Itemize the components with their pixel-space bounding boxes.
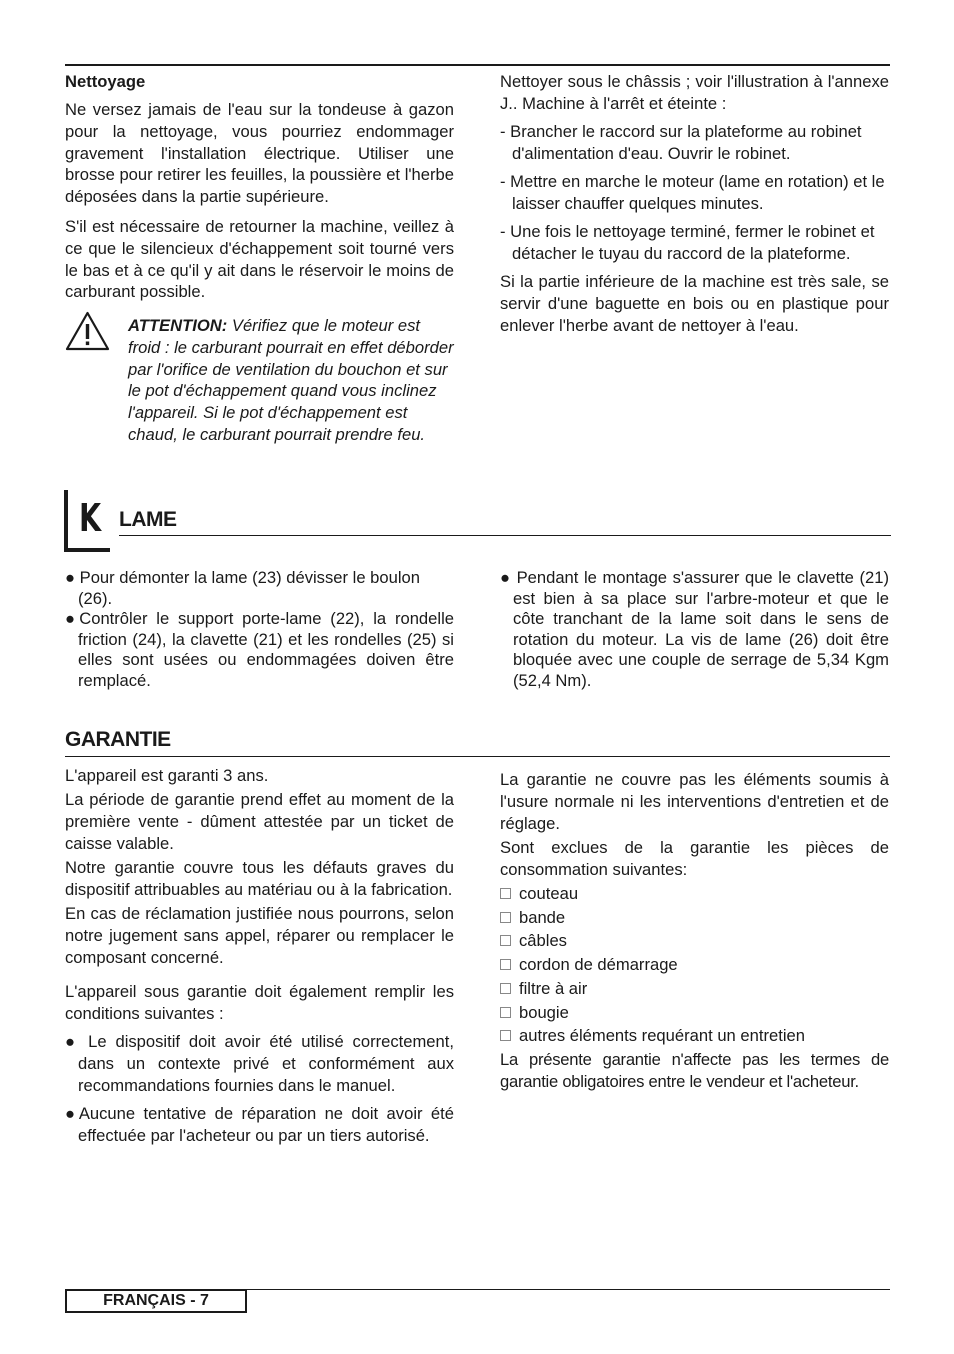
excluded-item: cordon de démarrage xyxy=(500,953,889,977)
checkbox-square-icon xyxy=(500,1007,511,1018)
garantie-right-intro: Sont exclues de la garantie les pièces de consommation suivantes: xyxy=(500,838,889,879)
cleaning-right-column xyxy=(500,71,889,337)
bullet-dot-icon: ● xyxy=(65,568,80,587)
lame-bullet: ● Pour démonter la lame (23) dévisser le boulon (26). xyxy=(65,568,420,608)
top-rule xyxy=(65,64,890,66)
excluded-item: autres éléments requérant un entretien xyxy=(500,1024,889,1048)
excluded-item: bougie xyxy=(500,1001,889,1025)
garantie-paragraph: La période de garantie prend effet au moment de la première vente - dûment attestée par un ticket de caisse valable. xyxy=(65,790,454,853)
garantie-paragraph: En cas de réclamation justifiée nous pourrons, selon notre jugement sans appel, réparer ou remplacer le composant concerné. xyxy=(65,904,454,967)
page-footer-label: FRANÇAIS - 7 xyxy=(65,1289,247,1313)
lame-title: LAME xyxy=(119,508,177,531)
checkbox-square-icon xyxy=(500,983,511,994)
garantie-bullet: ●Aucune tentative de réparation ne doit avoir été effectuée par l'acheteur ou par un tiers autorisé. xyxy=(65,1104,454,1145)
garantie-paragraph: L'appareil est garanti 3 ans. xyxy=(65,766,269,785)
checkbox-square-icon xyxy=(500,959,511,970)
excluded-item: filtre à air xyxy=(500,977,889,1001)
cleaning-step: - Mettre en marche le moteur (lame en rotation) et le laisser chauffer quelques minutes. xyxy=(500,172,885,213)
section-letter: K xyxy=(79,496,102,540)
warning-icon xyxy=(65,310,110,352)
warning-block xyxy=(128,315,454,446)
checkbox-square-icon xyxy=(500,1030,511,1041)
garantie-paragraph: Notre garantie couvre tous les défauts graves du dispositif attribuables au matériau ou à la fabrication. xyxy=(65,858,454,899)
excluded-item: couteau xyxy=(500,882,889,906)
cleaning-paragraph: Ne versez jamais de l'eau sur la tondeuse à gazon pour la nettoyage, vous pourriez endommager gravement l'installation électrique. Utiliser une brosse pour retirer les feuilles, la poussière et l'herbe déposées dans la partie supérieure. xyxy=(65,100,454,207)
excluded-item: câbles xyxy=(500,929,889,953)
garantie-right-column xyxy=(500,769,889,1093)
garantie-paragraph: L'appareil sous garantie doit également remplir les conditions suivantes : xyxy=(65,982,454,1023)
cleaning-paragraph: S'il est nécessaire de retourner la machine, veillez à ce que le silencieux d'échappement soit tourné vers le bas et à ce qu'il y ait dans le réservoir le moins de carburant possible. xyxy=(65,216,454,302)
cleaning-heading: Nettoyage xyxy=(65,72,146,91)
cleaning-step: - Brancher le raccord sur la plateforme au robinet d'alimentation d'eau. Ouvrir le robinet. xyxy=(500,122,862,163)
bullet-dot-icon: ● xyxy=(500,568,517,587)
bullet-dot-icon: ● xyxy=(65,1032,89,1051)
warning-label: ATTENTION: xyxy=(128,316,228,335)
footer-rule xyxy=(247,1289,890,1290)
garantie-title: GARANTIE xyxy=(65,728,171,751)
cleaning-right-outro: Si la partie inférieure de la machine est très sale, se servir d'une baguette en bois ou en plastique pour enlever l'herbe avant de nettoyer à l'eau. xyxy=(500,272,889,335)
lame-bullet: ●Contrôler le support porte-lame (22), la rondelle friction (24), la clavette (21) et les rondelles (25) si elles sont usées ou endommagées doiven être remplacé. xyxy=(65,609,454,690)
cleaning-right-intro: Nettoyer sous le châssis ; voir l'illustration à l'annexe J.. Machine à l'arrêt et éteinte : xyxy=(500,72,889,113)
checkbox-square-icon xyxy=(500,935,511,946)
garantie-right-intro: La garantie ne couvre pas les éléments soumis à l'usure normale ni les interventions d'entretien et de réglage. xyxy=(500,770,889,833)
bullet-dot-icon: ● xyxy=(65,1104,79,1123)
cleaning-step: - Une fois le nettoyage terminé, fermer le robinet et détacher le tuyau du raccord de la plateforme. xyxy=(500,222,875,263)
section-letter-box xyxy=(64,490,110,552)
garantie-left-column xyxy=(65,765,454,1147)
garantie-right-outro: La présente garantie n'affecte pas les termes de garantie obligatoires entre le vendeur et l'acheteur. xyxy=(500,1049,889,1091)
garantie-bullet: ● Le dispositif doit avoir été utilisé correctement, dans un contexte privé et conformément aux recommandations fournies dans le manuel. xyxy=(65,1032,454,1095)
lame-left-column xyxy=(65,568,454,691)
cleaning-left-column xyxy=(65,71,454,303)
checkbox-square-icon xyxy=(500,888,511,899)
garantie-rule xyxy=(65,756,890,757)
checkbox-square-icon xyxy=(500,912,511,923)
lame-bullet: ● Pendant le montage s'assurer que le clavette (21) est bien à sa place sur l'arbre-moteur et que le côte tranchant de la lame soit dans le sens de rotation du moteur. La vis de lame (26) doit être bloquée avec une couple de serrage de 5,34 Kgm (52,4 Nm). xyxy=(500,568,889,690)
warning-text: Vérifiez que le moteur est froid : le carburant pourrait en effet déborder par l'orifice de ventilation du bouchon et sur le pot d'échappement quand vous inclinez l'appareil. Si le pot d'échappement est chaud, le carburant pourrait prendre feu. xyxy=(128,316,454,444)
lame-right-column xyxy=(500,568,889,691)
bullet-dot-icon: ● xyxy=(65,609,80,628)
lame-rule xyxy=(119,535,891,536)
excluded-item: bande xyxy=(500,906,889,930)
